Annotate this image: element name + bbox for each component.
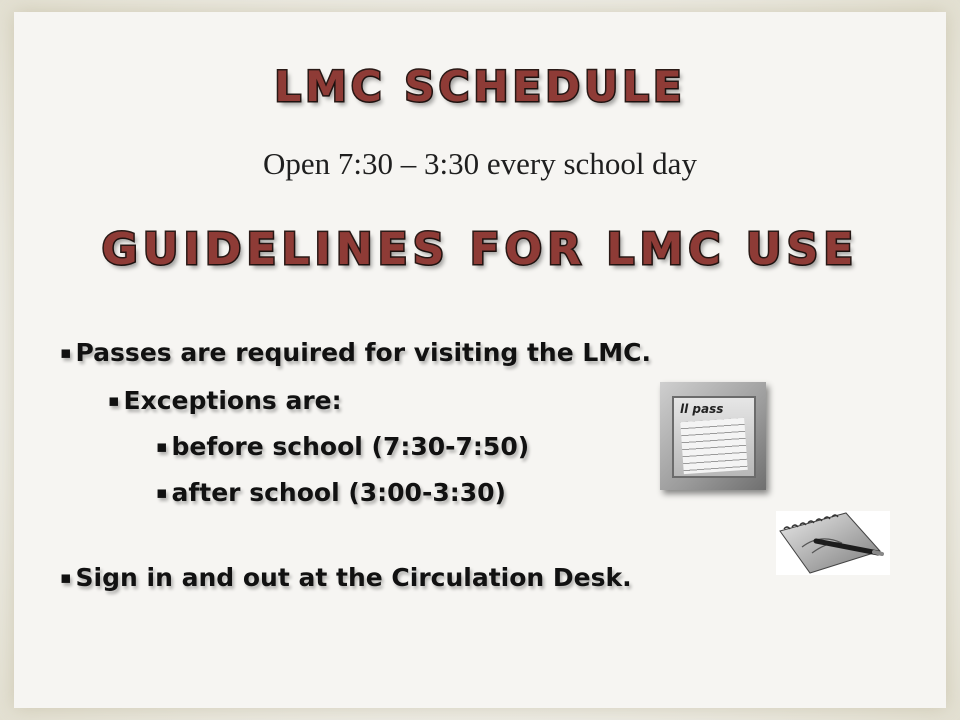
hall-pass-image	[660, 382, 766, 490]
bullet-marker-icon: ▪	[60, 568, 72, 588]
bullet-text: Passes are required for visiting the LMC.	[75, 338, 652, 367]
notepad-pen-image	[776, 511, 890, 575]
guidelines-title: GUIDELINES FOR LMC USE	[101, 224, 859, 275]
pass-sheet-lines	[680, 418, 747, 474]
notepad-pen-icon	[776, 511, 890, 575]
bullet-marker-icon: ▪	[156, 437, 168, 457]
hours-text: Open 7:30 – 3:30 every school day	[263, 146, 697, 181]
bullet-passes-required	[60, 338, 651, 367]
bullet-sign-in-out	[60, 563, 632, 592]
bullet-text: Sign in and out at the Circulation Desk.	[75, 563, 632, 592]
schedule-title: LMC SCHEDULE	[274, 62, 686, 111]
bullet-marker-icon: ▪	[108, 391, 120, 411]
bullet-exceptions	[108, 386, 342, 415]
hall-pass-label: ll pass	[680, 402, 724, 416]
bullet-marker-icon: ▪	[156, 483, 168, 503]
bullet-text: Exceptions are:	[123, 386, 342, 415]
bullet-marker-icon: ▪	[60, 343, 72, 363]
bullet-after-school	[156, 478, 506, 507]
hall-pass-picture-frame	[672, 396, 756, 478]
bullet-text: after school (3:00-3:30)	[171, 478, 506, 507]
bullet-before-school	[156, 432, 529, 461]
bullet-text: before school (7:30-7:50)	[171, 432, 530, 461]
